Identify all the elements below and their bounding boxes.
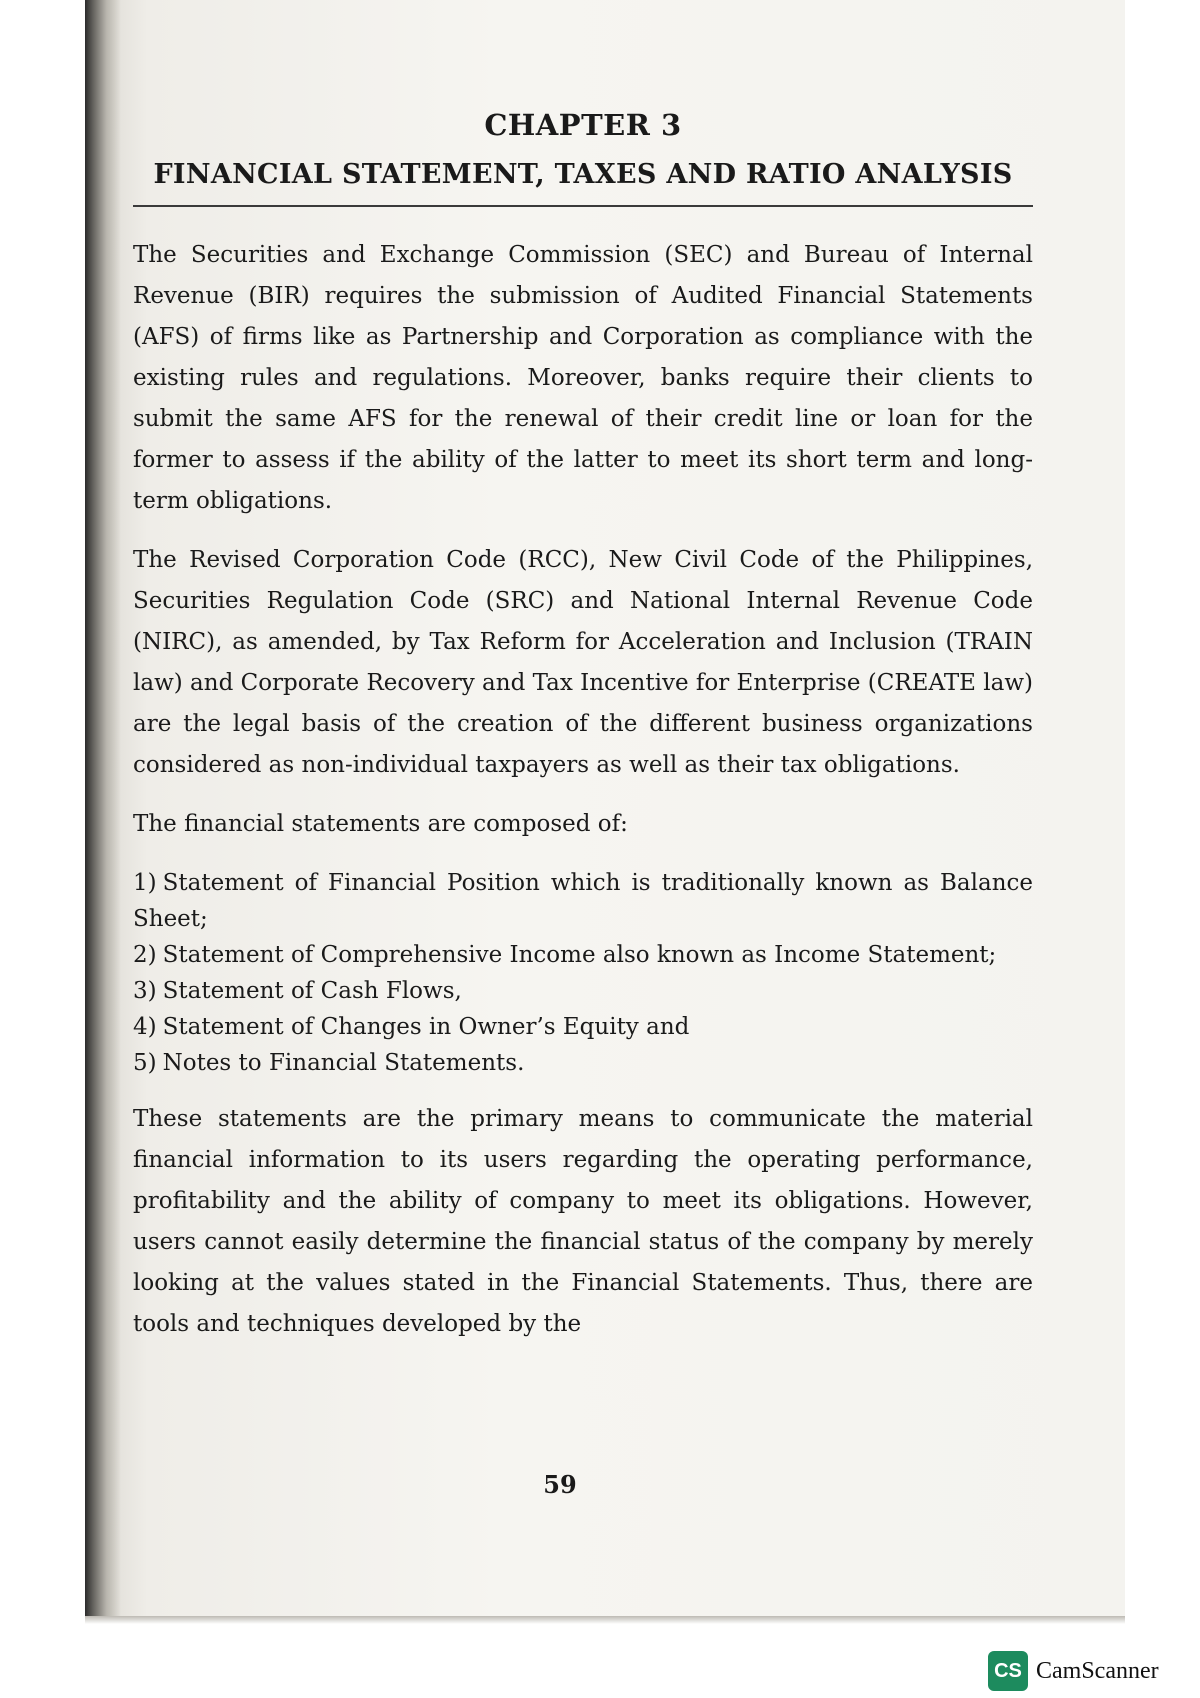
financial-statements-list — [133, 865, 1033, 1081]
list-item-text: Notes to Financial Statements. — [162, 1050, 525, 1076]
paragraph-legal-basis: The Revised Corporation Code (RCC), New Civil Code of the Philippines, Securities Regulation Code (SRC) and National Internal Revenue Code (NIRC), as amended, by Tax Reform for Acceleration and Inclusion (TRAIN law) and Corporate Recovery and Tax Incentive for Enterprise (CREATE law) are the legal basis of the creation of the different business organizations considered as non-individual taxpayers as well as their tax obligations. — [133, 547, 1033, 778]
page-content — [133, 105, 1033, 1345]
paragraph-sec-bir: The Securities and Exchange Commission (SEC) and Bureau of Internal Revenue (BIR) requires the submission of Audited Financial Statements (AFS) of firms like as Partnership and Corporation as compliance with the existing rules and regulations. Moreover, banks require their clients to submit the same AFS for the renewal of their credit line or loan for the former to assess if the ability of the latter to meet its short term and long-term obligations. — [133, 242, 1033, 514]
list-item-number: 4) — [133, 1014, 157, 1040]
list-item — [133, 937, 1033, 973]
page-bottom-edge — [85, 1616, 1125, 1624]
list-item — [133, 1045, 1033, 1081]
camscanner-watermark — [988, 1651, 1159, 1691]
camscanner-label: CamScanner — [1036, 1657, 1159, 1684]
list-item-text: Statement of Changes in Owner’s Equity and — [162, 1014, 690, 1040]
list-item-number: 1) — [133, 870, 157, 896]
list-item — [133, 973, 1033, 1009]
list-item-number: 5) — [133, 1050, 157, 1076]
page-spine-shadow — [85, 0, 121, 1622]
camscanner-logo-icon: CS — [988, 1651, 1028, 1691]
list-item-text: Statement of Financial Position which is traditionally known as Balance Sheet; — [133, 870, 1033, 932]
list-item-number: 2) — [133, 942, 157, 968]
chapter-heading: CHAPTER 3 — [484, 108, 682, 142]
page-number: 59 — [543, 1470, 577, 1499]
list-item — [133, 865, 1033, 937]
list-item-text: Statement of Cash Flows, — [162, 978, 462, 1004]
list-item-text: Statement of Comprehensive Income also known as Income Statement; — [162, 942, 997, 968]
list-item — [133, 1009, 1033, 1045]
list-item-number: 3) — [133, 978, 157, 1004]
chapter-title: FINANCIAL STATEMENT, TAXES AND RATIO ANALYSIS — [133, 155, 1033, 207]
paragraph-closing: These statements are the primary means to communicate the material financial information to its users regarding the operating performance, profitability and the ability of company to meet its obligations. However, users cannot easily determine the financial status of the company by merely looking at the values stated in the Financial Statements. Thus, there are tools and techniques developed by the — [133, 1106, 1033, 1337]
paragraph-composed-of: The financial statements are composed of: — [133, 811, 628, 837]
